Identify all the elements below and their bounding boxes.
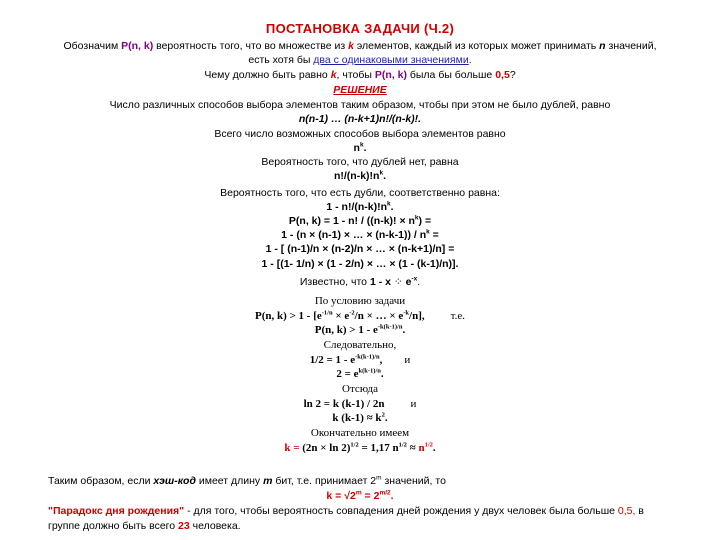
sup: -k(k-1)/n	[355, 353, 380, 361]
text: есть хотя бы	[248, 54, 314, 66]
conclusion-line-4	[48, 520, 698, 533]
text: и	[410, 398, 417, 410]
solution-line-4	[0, 142, 720, 155]
text: значений,	[605, 40, 657, 52]
sup: 1/2	[398, 441, 407, 449]
solution-line-3: Всего число возможных способов выбора элементов равно	[214, 128, 506, 140]
text: ,	[379, 354, 383, 366]
text: бит, т.е. принимает 2	[272, 475, 377, 487]
intro-line-1	[0, 40, 720, 53]
derivation-line-4: Следовательно,	[323, 339, 397, 351]
solution-line-2: n(n-1) … (n-k+1)n!/(n-k)!.	[298, 113, 422, 125]
text: , чтобы	[336, 69, 375, 81]
text: .	[380, 368, 384, 380]
text: и	[404, 354, 411, 366]
text: .	[390, 490, 394, 502]
text: ln 2 = k (k-1) / 2n	[303, 398, 385, 410]
text: P(n, k) = 1 - n! / ((n-k)! × n	[288, 215, 415, 227]
text: 1 - n!/(n-k)!n	[326, 201, 388, 213]
sup: -k	[403, 309, 410, 317]
text: имеет длину	[195, 475, 264, 487]
text: n	[353, 142, 360, 154]
solution-line-7: Вероятность того, что есть дубли, соответственно равна:	[220, 187, 500, 199]
var-k: k	[348, 40, 354, 52]
text: .	[383, 170, 387, 182]
text: была бы больше	[406, 69, 496, 81]
duplicates-link[interactable]: два с одинаковыми значениями	[313, 54, 469, 66]
sup: k	[379, 169, 384, 177]
var-k: k	[330, 69, 337, 81]
sup: 1/2	[424, 441, 433, 449]
text: Таким образом, если	[48, 475, 154, 487]
var-p: P(n, k)	[121, 40, 154, 52]
text: = 1,17 n	[358, 442, 399, 454]
text: значений, то	[381, 475, 446, 487]
derivation-line-8	[0, 398, 720, 411]
sup: m/2	[379, 489, 391, 497]
approx-symbol: ⁘	[390, 276, 406, 288]
sup: k	[426, 228, 430, 236]
text: человека.	[189, 520, 241, 532]
text: n	[418, 442, 425, 454]
text: ?	[509, 69, 516, 81]
sup: 1/2	[350, 441, 359, 449]
sup: m	[376, 474, 382, 482]
sup: k	[414, 214, 419, 222]
text: P(n, k) > 1 - [e	[254, 310, 322, 322]
text: .	[390, 201, 394, 213]
text: m	[263, 475, 273, 487]
solution-line-13	[0, 276, 720, 289]
sup: k	[387, 200, 391, 208]
solution-line-9	[0, 215, 720, 228]
text: ≈	[406, 442, 419, 454]
text: - для того, чтобы вероятность совпадения дней рождения у двух человек была больше	[184, 505, 618, 517]
text: .	[363, 142, 367, 154]
text: 1/2 = 1 - e	[309, 354, 356, 366]
conclusion-line-3	[48, 505, 698, 518]
text: × e	[332, 310, 350, 322]
sup: -x	[411, 275, 418, 283]
formula: e	[405, 276, 412, 288]
text: .	[468, 54, 472, 66]
text: k =	[284, 442, 300, 454]
intro-line-3	[0, 69, 720, 82]
text: Известно, что	[299, 276, 370, 288]
text: ) =	[418, 215, 432, 227]
text: .	[432, 442, 436, 454]
text: k = √2	[326, 490, 356, 502]
sup: -1/n	[321, 309, 333, 317]
text: хэш-код	[153, 475, 196, 487]
text: Чему должно быть равно	[204, 69, 331, 81]
text: "Парадокс дня рождения"	[48, 505, 185, 517]
derivation-line-10: Окончательно имеем	[310, 427, 410, 439]
var-n: n	[599, 40, 606, 52]
text: .	[384, 412, 388, 424]
text: /n × … × e	[354, 310, 404, 322]
sup: 2	[381, 411, 385, 419]
derivation-line-6	[0, 368, 720, 381]
solution-line-12: 1 - [(1- 1/n) × (1 - 2/n) × … × (1 - (k-1)/n)].	[261, 258, 459, 270]
text: .	[402, 324, 406, 336]
solution-heading	[0, 84, 720, 97]
text: элементов, каждый из которых может принимать	[353, 40, 600, 52]
solution-line-8	[0, 201, 720, 214]
intro-line-2	[0, 54, 720, 67]
text: в	[635, 505, 644, 517]
text: группе должно быть всего	[48, 520, 179, 532]
text: = 2	[361, 490, 380, 502]
text: т.е.	[450, 310, 466, 322]
sup: k(k-1)/n	[358, 367, 381, 375]
text: (2n × ln 2)	[299, 442, 351, 454]
derivation-line-9	[0, 412, 720, 425]
derivation-line-7: Отсюда	[342, 383, 378, 395]
text: .	[417, 276, 421, 288]
text: k (k-1) ≈ k	[332, 412, 382, 424]
derivation-line-2	[0, 310, 720, 323]
text: /n],	[409, 310, 425, 322]
derivation-line-5	[0, 354, 720, 367]
sup: k	[359, 141, 364, 149]
derivation-line-1: По условию задачи	[314, 295, 406, 307]
text: n!/(n-k)!n	[333, 170, 380, 182]
text: =	[429, 229, 439, 241]
text: 2 = e	[336, 368, 359, 380]
formula: 1 - x	[369, 276, 391, 288]
solution-line-11: 1 - [ (n-1)/n × (n-2)/n × … × (n-k+1)/n] =	[265, 243, 455, 255]
var-p: P(n, k)	[374, 69, 407, 81]
derivation-line-3	[0, 324, 720, 337]
sup: -k(k-1)/n	[377, 323, 403, 331]
page-title: ПОСТАНОВКА ЗАДАЧИ (Ч.2)	[265, 21, 455, 36]
text: 1 - (n × (n-1) × … × (n-k-1)) / n	[281, 229, 427, 241]
derivation-line-11	[0, 442, 720, 455]
conclusion-line-1	[48, 475, 698, 488]
conclusion-line-2	[0, 490, 720, 503]
threshold-value: 0,5	[495, 69, 510, 81]
solution-line-10	[0, 229, 720, 242]
text: 0,5,	[617, 505, 636, 517]
solution-line-6	[0, 170, 720, 183]
sup: -2	[349, 309, 355, 317]
solution-line-1: Число различных способов выбора элементов таким образом, чтобы при этом не было дублей, равно	[109, 99, 611, 111]
solution-line-5: Вероятность того, что дублей нет, равна	[261, 156, 459, 168]
text: P(n, k) > 1 - e	[314, 324, 378, 336]
sup: m	[355, 489, 362, 497]
text: 23	[178, 520, 190, 532]
text: вероятность того, что во множестве из	[153, 40, 349, 52]
text: Обозначим	[63, 40, 122, 52]
solution-heading-text: РЕШЕНИЕ	[333, 84, 387, 96]
